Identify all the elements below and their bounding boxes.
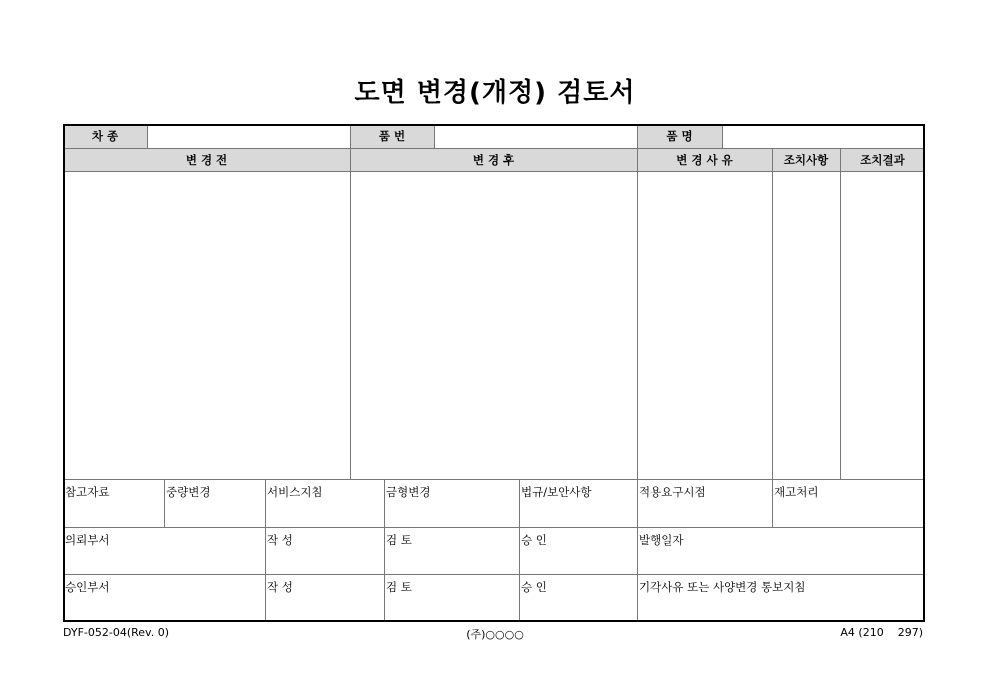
request-dept-label: 의뢰부서 [65,533,110,547]
approval-review-label: 검 토 [386,580,412,594]
action-items-header: 조치사항 [772,148,840,171]
form-border [63,124,925,622]
approval-dept-label: 승인부서 [65,580,110,594]
approval-approve-label: 승 인 [521,580,547,594]
change-reason-header: 변 경 사 유 [637,148,772,171]
part-name-label: 품 명 [637,124,722,148]
request-write-label: 작 성 [267,533,293,547]
part-no-label: 품 번 [350,124,434,148]
regulation-label: 법규/보안사항 [521,485,592,499]
action-results-header: 조치결과 [840,148,925,171]
issue-date-label: 발행일자 [639,533,684,547]
service-guide-label: 서비스지침 [267,485,323,499]
mold-change-label: 금형변경 [386,485,431,499]
paper-size: A4 (210 297) [840,626,923,639]
before-change-header: 변 경 전 [63,148,350,171]
ref-docs-label: 참고자료 [65,485,110,499]
after-change-header: 변 경 후 [350,148,637,171]
document-title: 도면 변경(개정) 검토서 [354,78,636,108]
doc-code: DYF-052-04(Rev. 0) [63,626,169,639]
inventory-label: 재고처리 [774,485,819,499]
weight-change-label: 중량변경 [166,485,211,499]
review-form [63,124,925,622]
request-review-label: 검 토 [386,533,412,547]
car-type-label: 차 종 [63,124,147,148]
apply-time-label: 적용요구시점 [639,485,706,499]
reject-note-label: 기각사유 또는 사양변경 통보지침 [639,580,806,594]
request-approve-label: 승 인 [521,533,547,547]
company-name: (주)○○○○ [466,628,524,641]
approval-write-label: 작 성 [267,580,293,594]
